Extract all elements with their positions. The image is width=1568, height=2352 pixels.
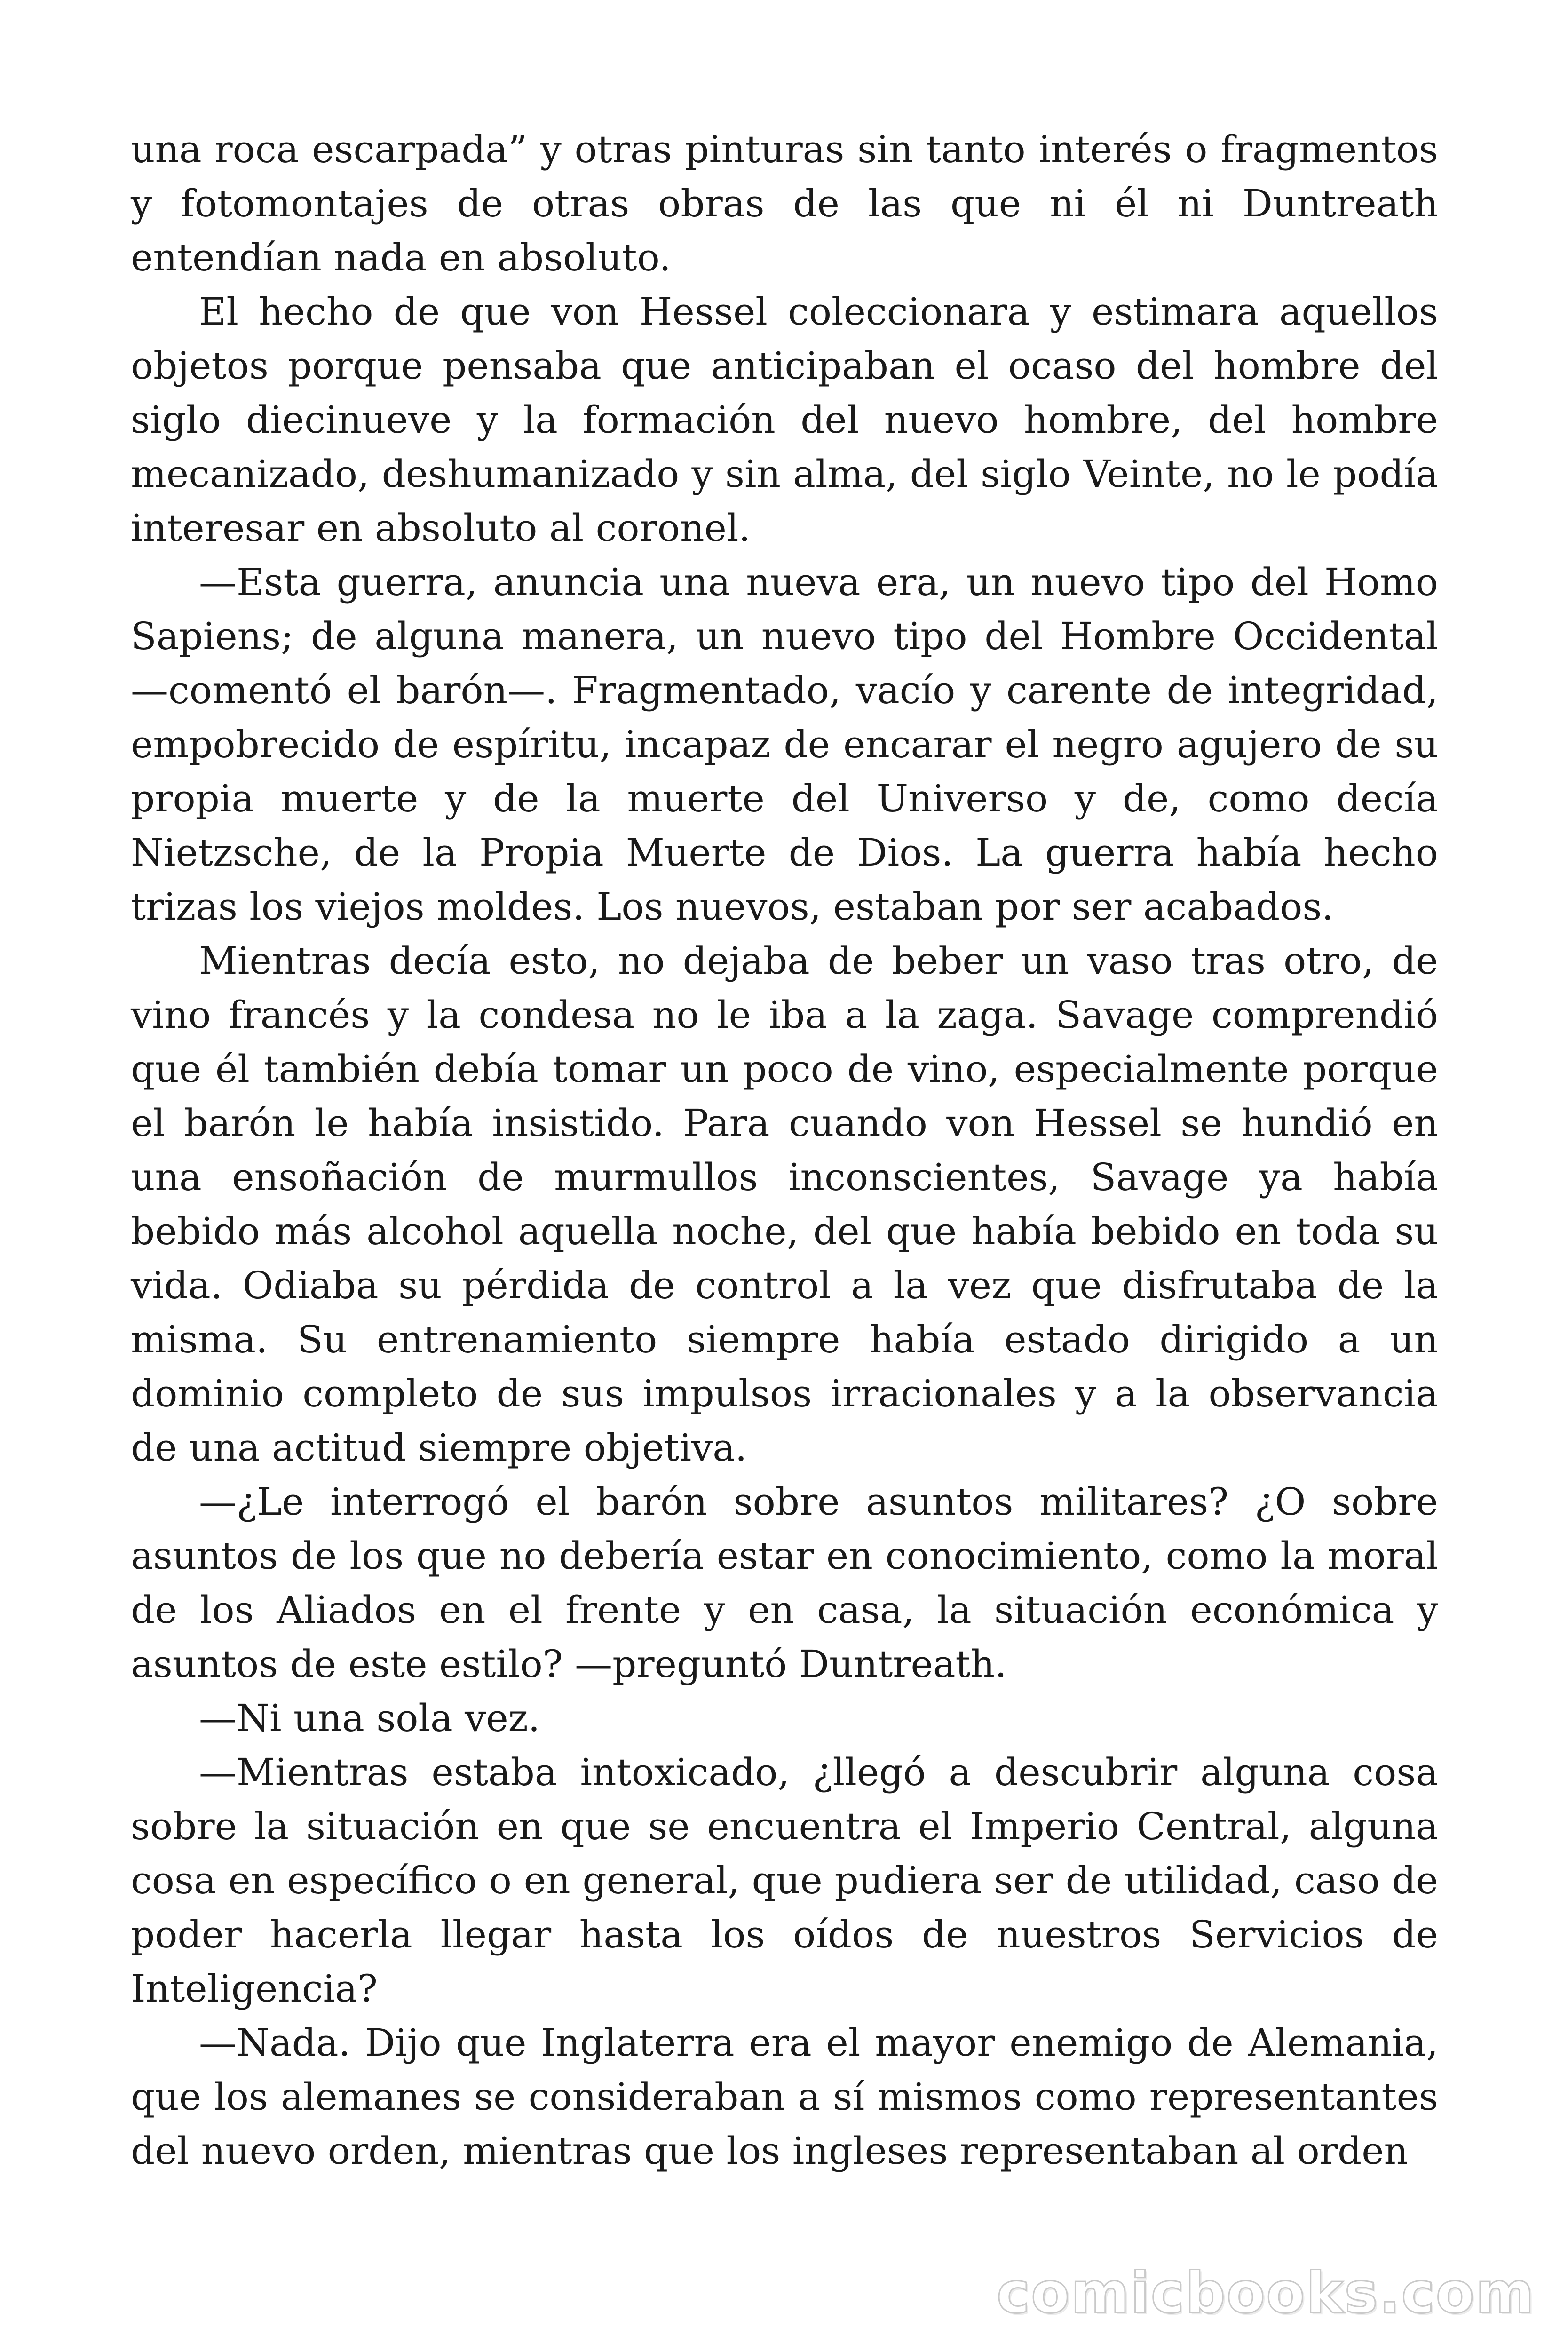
paragraph-8: —Nada. Dijo que Inglaterra era el mayor enemigo de Alemania, que los alemanes se consideraban a sí mismos como representantes del nuevo orden, mientras que los ingleses representaban al orden bbox=[131, 2021, 1438, 2173]
paragraph-6: —Ni una sola vez. bbox=[199, 1696, 540, 1740]
paragraph-1: una roca escarpada” y otras pinturas sin tanto interés o fragmentos y fotomontajes de otras obras de las que ni él ni Duntreath entendían nada en absoluto. bbox=[131, 127, 1438, 279]
paragraph-4: Mientras decía esto, no dejaba de beber un vaso tras otro, de vino francés y la condesa no le iba a la zaga. Savage comprendió que él también debía tomar un poco de vino, especialmente porque el barón le había insistido. Para cuando von Hessel se hundió en una ensoñación de murmullos inconscientes, Savage ya había bebido más alcohol aquella noche, del que había bebido en toda su vida. Odiaba su pérdida de control a la vez que disfrutaba de la misma. Su entrenamiento siempre había estado dirigido a un dominio completo de sus impulsos irracionales y a la observancia de una actitud siempre objetiva. bbox=[131, 939, 1438, 1470]
paragraph-2: El hecho de que von Hessel coleccionara y estimara aquellos objetos porque pensaba que anticipaban el ocaso del hombre del siglo diecinueve y la formación del nuevo hombre, del hombre mecanizado, deshumanizado y sin alma, del siglo Veinte, no le podía interesar en absoluto al coronel. bbox=[131, 290, 1438, 550]
paragraph-3: —Esta guerra, anuncia una nueva era, un nuevo tipo del Homo Sapiens; de alguna manera, un nuevo tipo del Hombre Occidental —comentó el barón—. Fragmentado, vacío y carente de integridad, empobrecido de espíritu, incapaz de encarar el negro agujero de su propia muerte y de la muerte del Universo y de, como decía Nietzsche, de la Propia Muerte de Dios. La guerra había hecho trizas los viejos moldes. Los nuevos, estaban por ser acabados. bbox=[131, 560, 1438, 929]
paragraph-7: —Mientras estaba intoxicado, ¿llegó a descubrir alguna cosa sobre la situación en que se encuentra el Imperio Central, alguna cosa en específico o en general, que pudiera ser de utilidad, caso de poder hacerla llegar hasta los oídos de nuestros Servicios de Inteligencia? bbox=[131, 1750, 1438, 2010]
page-text bbox=[131, 122, 1438, 2178]
watermark-logo: comicbooks.com bbox=[996, 2261, 1535, 2326]
paragraph-5: —¿Le interrogó el barón sobre asuntos militares? ¿O sobre asuntos de los que no debería estar en conocimiento, como la moral de los Aliados en el frente y en casa, la situación económica y asuntos de este estilo? —preguntó Duntreath. bbox=[131, 1480, 1438, 1686]
